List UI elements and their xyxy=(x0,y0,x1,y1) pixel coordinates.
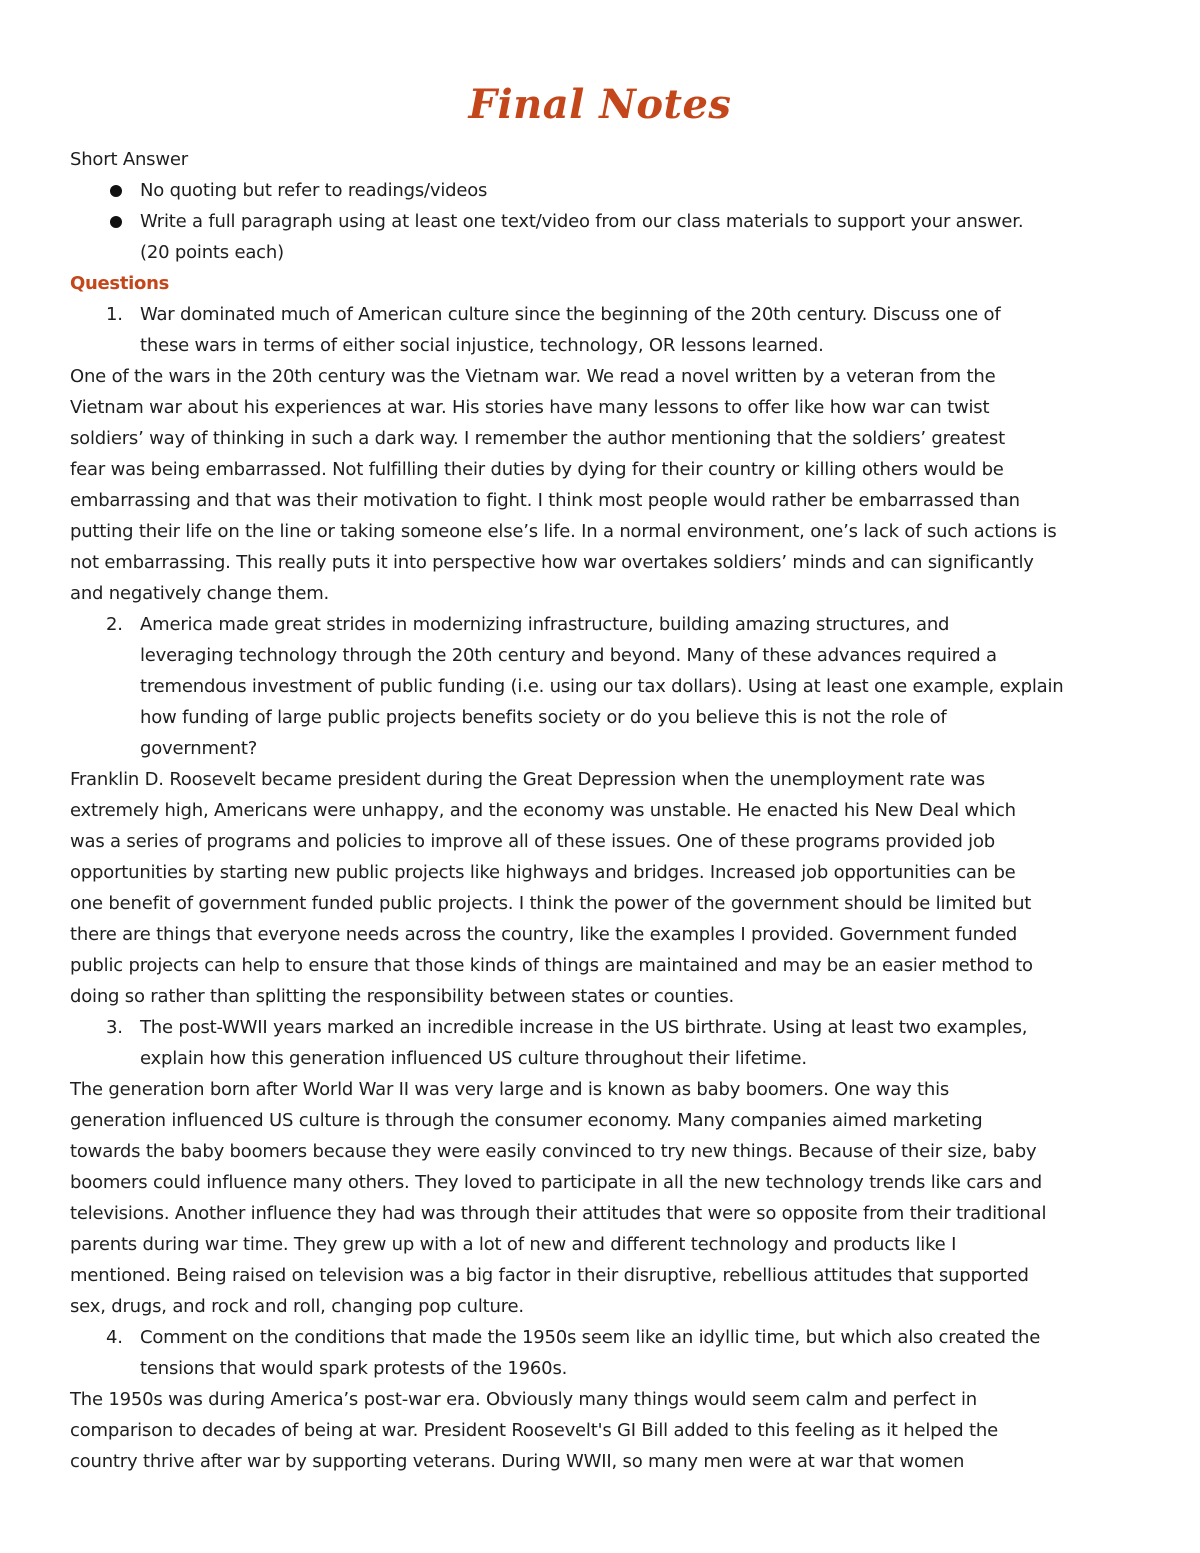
answer-line: fear was being embarrassed. Not fulfilling their duties by dying for their country or killing others would be xyxy=(70,459,1004,480)
question-block xyxy=(70,299,1130,609)
question-number: 1. xyxy=(106,304,123,325)
answer-line: soldiers’ way of thinking in such a dark way. I remember the author mentioning that the soldiers’ greatest xyxy=(70,428,1005,449)
answer-line: generation influenced US culture is through the consumer economy. Many companies aimed marketing xyxy=(70,1110,983,1131)
answer-line: one benefit of government funded public projects. I think the power of the government should be limited but xyxy=(70,893,1032,914)
question-prompt xyxy=(70,1012,1130,1074)
answer-line: extremely high, Americans were unhappy, and the economy was unstable. He enacted his New Deal which xyxy=(70,800,1016,821)
answer-line: towards the baby boomers because they were easily convinced to try new things. Because of their size, baby xyxy=(70,1141,1037,1162)
answer-line: The 1950s was during America’s post-war era. Obviously many things would seem calm and perfect in xyxy=(70,1389,978,1410)
answer-line: One of the wars in the 20th century was the Vietnam war. We read a novel written by a veteran from the xyxy=(70,366,996,387)
question-number: 3. xyxy=(106,1017,123,1038)
answer-line: Vietnam war about his experiences at war. His stories have many lessons to offer like how war can twist xyxy=(70,397,990,418)
question-prompt xyxy=(70,1322,1130,1384)
answer-paragraph xyxy=(70,1384,1130,1477)
answer-line: boomers could influence many others. They loved to participate in all the new technology trends like cars and xyxy=(70,1172,1043,1193)
answer-line: Franklin D. Roosevelt became president during the Great Depression when the unemployment rate was xyxy=(70,769,985,790)
answer-line: public projects can help to ensure that those kinds of things are maintained and may be an easier method to xyxy=(70,955,1033,976)
answer-line: was a series of programs and policies to improve all of these issues. One of these programs provided job xyxy=(70,831,996,852)
question-number: 4. xyxy=(106,1327,123,1348)
answer-line: and negatively change them. xyxy=(70,583,330,604)
questions-heading: Questions xyxy=(70,273,170,294)
instruction-line: (20 points each) xyxy=(140,242,284,263)
document-title: Final Notes xyxy=(468,81,732,128)
question-block xyxy=(70,609,1130,1012)
prompt-line: how funding of large public projects benefits society or do you believe this is not the role of xyxy=(140,707,947,728)
answer-line: mentioned. Being raised on television was a big factor in their disruptive, rebellious attitudes that supported xyxy=(70,1265,1029,1286)
prompt-line: tensions that would spark protests of the 1960s. xyxy=(140,1358,568,1379)
list-item xyxy=(70,175,1130,206)
prompt-line: explain how this generation influenced US culture throughout their lifetime. xyxy=(140,1048,807,1069)
answer-line: doing so rather than splitting the responsibility between states or counties. xyxy=(70,986,735,1007)
instruction-line: Write a full paragraph using at least one text/video from our class materials to support your answer. xyxy=(140,211,1024,232)
answer-line: The generation born after World War II was very large and is known as baby boomers. One way this xyxy=(70,1079,950,1100)
short-answer-label: Short Answer xyxy=(70,149,188,170)
question-number: 2. xyxy=(106,614,123,635)
bullet-icon xyxy=(110,216,122,228)
instructions-list xyxy=(70,175,1130,268)
answer-line: parents during war time. They grew up with a lot of new and different technology and products like I xyxy=(70,1234,957,1255)
prompt-line: tremendous investment of public funding (i.e. using our tax dollars). Using at least one example, explain xyxy=(140,676,1064,697)
prompt-line: these wars in terms of either social injustice, technology, OR lessons learned. xyxy=(140,335,824,356)
prompt-line: The post-WWII years marked an incredible increase in the US birthrate. Using at least two examples, xyxy=(140,1017,1028,1038)
answer-line: televisions. Another influence they had was through their attitudes that were so opposite from their traditional xyxy=(70,1203,1047,1224)
prompt-line: Comment on the conditions that made the 1950s seem like an idyllic time, but which also created the xyxy=(140,1327,1041,1348)
question-block xyxy=(70,1012,1130,1322)
list-item xyxy=(70,206,1130,268)
answer-line: there are things that everyone needs across the country, like the examples I provided. Government funded xyxy=(70,924,1018,945)
question-prompt xyxy=(70,609,1130,764)
answer-line: sex, drugs, and rock and roll, changing pop culture. xyxy=(70,1296,524,1317)
question-prompt xyxy=(70,299,1130,361)
answer-line: country thrive after war by supporting veterans. During WWII, so many men were at war that women xyxy=(70,1451,965,1472)
question-block xyxy=(70,1322,1130,1477)
answer-line: putting their life on the line or taking someone else’s life. In a normal environment, one’s lack of such actions is xyxy=(70,521,1057,542)
prompt-line: War dominated much of American culture since the beginning of the 20th century. Discuss one of xyxy=(140,304,1001,325)
answer-paragraph xyxy=(70,361,1130,609)
bullet-icon xyxy=(110,185,122,197)
prompt-line: America made great strides in modernizing infrastructure, building amazing structures, and xyxy=(140,614,950,635)
answer-line: opportunities by starting new public projects like highways and bridges. Increased job opportunities can be xyxy=(70,862,1016,883)
answer-paragraph xyxy=(70,1074,1130,1322)
document-page xyxy=(70,80,1130,1477)
prompt-line: leveraging technology through the 20th century and beyond. Many of these advances required a xyxy=(140,645,997,666)
answer-line: embarrassing and that was their motivation to fight. I think most people would rather be embarrassed than xyxy=(70,490,1020,511)
answer-paragraph xyxy=(70,764,1130,1012)
answer-line: not embarrassing. This really puts it into perspective how war overtakes soldiers’ minds and can significantly xyxy=(70,552,1034,573)
answer-line: comparison to decades of being at war. President Roosevelt's GI Bill added to this feeling as it helped the xyxy=(70,1420,998,1441)
prompt-line: government? xyxy=(140,738,258,759)
instruction-line: No quoting but refer to readings/videos xyxy=(140,180,488,201)
